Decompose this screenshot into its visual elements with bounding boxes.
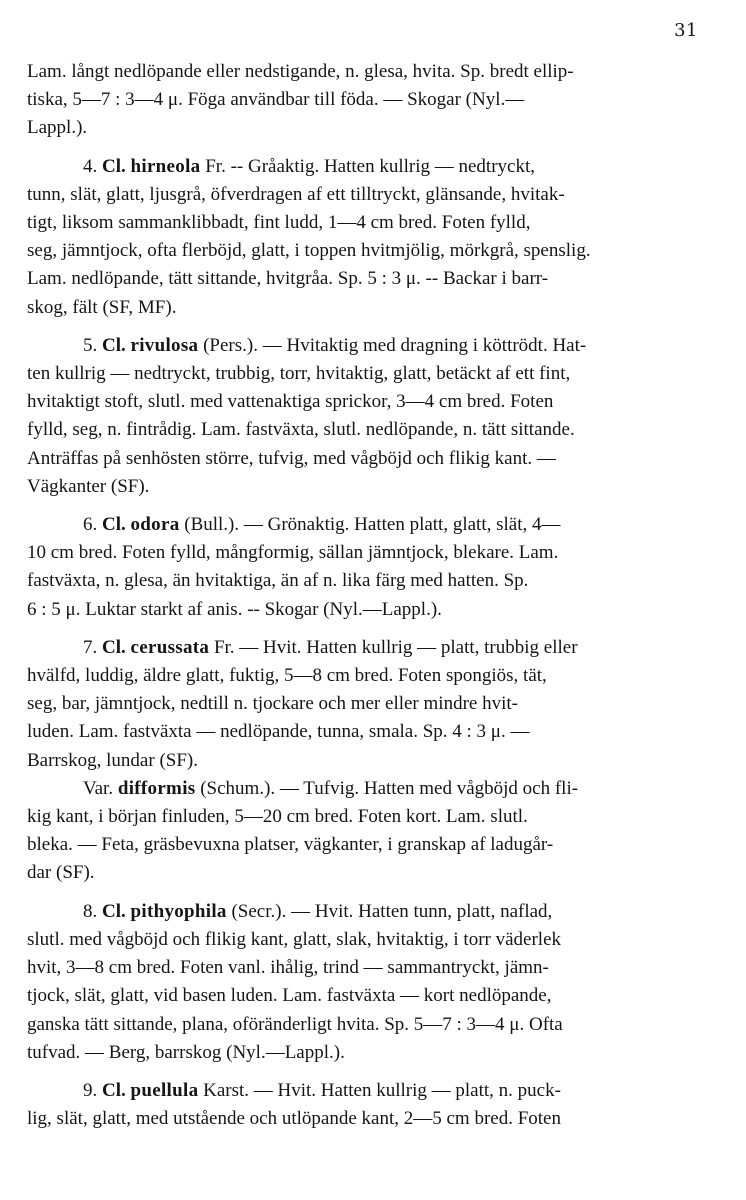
text-line: slutl. med vågböjd och flikig kant, glatt, slak, hvitaktig, i torr väderlek	[27, 928, 562, 950]
entry-number: 9.	[83, 1079, 98, 1101]
entry-heading-line: Var. difformis (Schum.). — Tufvig. Hatten med vågböjd och fli-	[83, 777, 579, 799]
text-line: seg, bar, jämntjock, nedtill n. tjockare och mer eller mindre hvit-	[27, 693, 518, 715]
text-line: hvitaktigt stoft, slutl. med vattenaktiga sprickor, 3—4 cm bred. Foten	[27, 391, 554, 413]
text-line: hvit, 3—8 cm bred. Foten vanl. ihålig, trind — sammantryckt, jämn-	[27, 957, 549, 979]
entry-number: 7.	[83, 636, 98, 658]
species-entry-odora	[27, 511, 723, 624]
text-line: Lam. nedlöpande, tätt sittande, hvitgråa. Sp. 5 : 3 μ. -- Backar i barr-	[27, 268, 549, 290]
species-name: difformis	[117, 777, 196, 799]
variety-prefix: Var.	[83, 777, 114, 799]
species-name: hirneola	[130, 155, 201, 177]
text-line: dar (SF).	[27, 862, 95, 884]
text-line: ten kullrig — nedtryckt, trubbig, torr, hvitaktig, glatt, betäckt af ett fint,	[27, 363, 571, 385]
text-line: lig, slät, glatt, med utstående och utlöpande kant, 2—5 cm bred. Foten	[27, 1108, 561, 1130]
genus-abbrev: Cl.	[102, 636, 126, 658]
continuation-paragraph	[27, 58, 723, 143]
text-line: seg, jämntjock, ofta flerböjd, glatt, i toppen hvitmjölig, mörkgrå, spenslig.	[27, 240, 591, 262]
entry-heading-line: 6. Cl. odora (Bull.). — Grönaktig. Hatten platt, glatt, slät, 4—	[83, 514, 561, 536]
page-body	[27, 58, 723, 1133]
species-entry-rivulosa	[27, 332, 723, 501]
text-line: tjock, slät, glatt, vid basen luden. Lam. fastväxta — kort nedlöpande,	[27, 985, 552, 1007]
text-line: tunn, slät, glatt, ljusgrå, öfverdragen af ett tilltryckt, glänsande, hvitak-	[27, 183, 565, 205]
species-entry-puellula	[27, 1077, 723, 1133]
text-line: fylld, seg, n. fintrådig. Lam. fastväxta, slutl. nedlöpande, n. tätt sittande.	[27, 419, 575, 441]
species-name: odora	[130, 514, 180, 536]
text-line: Barrskog, lundar (SF).	[27, 749, 198, 771]
entry-number: 4.	[83, 155, 98, 177]
text-line: 6 : 5 μ. Luktar starkt af anis. -- Skogar (Nyl.—Lappl.).	[27, 598, 442, 620]
text-line: hvälfd, luddig, äldre glatt, fuktig, 5—8 cm bred. Foten spongiös, tät,	[27, 665, 547, 687]
entry-heading-line: 9. Cl. puellula Karst. — Hvit. Hatten kullrig — platt, n. puck-	[83, 1079, 561, 1101]
text-line: tufvad. — Berg, barrskog (Nyl.—Lappl.).	[27, 1041, 345, 1063]
entry-heading-line: 4. Cl. hirneola Fr. -- Gråaktig. Hatten kullrig — nedtryckt,	[83, 155, 536, 177]
species-name: cerussata	[130, 636, 210, 658]
species-entry-pithyophila	[27, 898, 723, 1067]
text-line: tigt, liksom sammanklibbadt, fint ludd, 1—4 cm bred. Foten fylld,	[27, 212, 531, 234]
entry-number: 6.	[83, 514, 98, 536]
text-line: tiska, 5—7 : 3—4 μ. Föga användbar till föda. — Skogar (Nyl.—	[27, 89, 525, 111]
text-line: skog, fält (SF, MF).	[27, 296, 177, 318]
genus-abbrev: Cl.	[102, 1079, 126, 1101]
species-entry-cerussata	[27, 634, 723, 775]
text-line: Vägkanter (SF).	[27, 475, 150, 497]
entry-number: 5.	[83, 334, 98, 356]
text-line: fastväxta, n. glesa, än hvitaktiga, än af n. lika färg med hatten. Sp.	[27, 570, 529, 592]
text-line: Lappl.).	[27, 117, 88, 139]
text-line: Lam. långt nedlöpande eller nedstigande, n. glesa, hvita. Sp. bredt ellip-	[27, 61, 574, 82]
entry-number: 8.	[83, 900, 98, 922]
species-name: puellula	[130, 1079, 199, 1101]
text-line: bleka. — Feta, gräsbevuxna platser, vägkanter, i granskap af ladugår-	[27, 834, 554, 856]
variety-entry-difformis	[27, 775, 723, 888]
text-line: ganska tätt sittande, plana, oföränderligt hvita. Sp. 5—7 : 3—4 μ. Ofta	[27, 1013, 563, 1035]
genus-abbrev: Cl.	[102, 155, 126, 177]
species-name: rivulosa	[130, 334, 199, 356]
text-line: Anträffas på senhösten större, tufvig, med vågböjd och flikig kant. —	[27, 447, 556, 469]
species-entry-hirneola	[27, 153, 723, 322]
genus-abbrev: Cl.	[102, 334, 126, 356]
entry-heading-line: 5. Cl. rivulosa (Pers.). — Hvitaktig med dragning i köttrödt. Hat-	[83, 334, 587, 356]
genus-abbrev: Cl.	[102, 900, 126, 922]
text-line: kig kant, i början finluden, 5—20 cm bred. Foten kort. Lam. slutl.	[27, 806, 528, 828]
text-line: 10 cm bred. Foten fylld, mångformig, sällan jämntjock, blekare. Lam.	[27, 542, 559, 564]
text-line: luden. Lam. fastväxta — nedlöpande, tunna, smala. Sp. 4 : 3 μ. —	[27, 721, 530, 743]
genus-abbrev: Cl.	[102, 514, 126, 536]
page-number: 31	[674, 20, 698, 41]
species-name: pithyophila	[130, 900, 227, 922]
entry-heading-line: 8. Cl. pithyophila (Secr.). — Hvit. Hatten tunn, platt, naflad,	[83, 900, 553, 922]
entry-heading-line: 7. Cl. cerussata Fr. — Hvit. Hatten kullrig — platt, trubbig eller	[83, 636, 578, 658]
